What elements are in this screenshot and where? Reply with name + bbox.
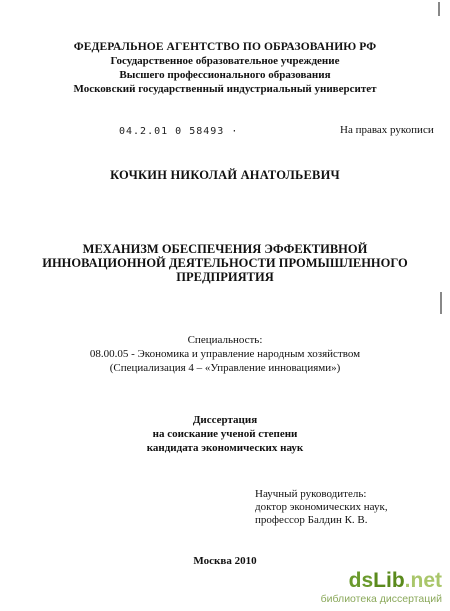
institution-type: Государственное образовательное учреждение	[110, 55, 340, 67]
dslib-logo	[321, 570, 442, 592]
title-line-2: ИННОВАЦИОННОЙ ДЕЯТЕЛЬНОСТИ ПРОМЫШЛЕННОГО	[42, 256, 408, 270]
dissertation-purpose: на соискание ученой степени	[152, 428, 298, 440]
registration-code: 04.2.01 0 58493 ·	[119, 126, 239, 137]
manuscript-rights-note: На правах рукописи	[340, 124, 434, 136]
dissertation-title	[0, 242, 450, 284]
education-level: Высшего профессионального образования	[119, 69, 331, 81]
title-line-1: МЕХАНИЗМ ОБЕСПЕЧЕНИЯ ЭФФЕКТИВНОЙ	[82, 242, 368, 256]
scan-edge-mark-top	[438, 2, 440, 16]
dissertation-type: Диссертация	[192, 414, 258, 426]
advisor-degree: доктор экономических наук,	[255, 501, 388, 513]
watermark-subtitle: библиотека диссертаций	[320, 593, 442, 605]
specialization: (Специализация 4 – «Управление инновациями»)	[109, 362, 341, 374]
dslib-watermark	[321, 570, 442, 605]
dissertation-degree-block	[0, 413, 450, 455]
advisor-label: Научный руководитель:	[255, 488, 367, 500]
title-line-3: ПРЕДПРИЯТИЯ	[176, 270, 274, 284]
logo-part-lib: Lib	[373, 569, 405, 592]
advisor-name: профессор Балдин К. В.	[255, 514, 368, 526]
logo-part-ds: ds	[348, 569, 374, 592]
specialty-code: 08.00.05 - Экономика и управление народным хозяйством	[89, 348, 361, 360]
university-name: Московский государственный индустриальный университет	[73, 83, 377, 95]
author-name: КОЧКИН НИКОЛАЙ АНАТОЛЬЕВИЧ	[110, 168, 340, 182]
city-year: Москва 2010	[193, 555, 257, 567]
agency-name: ФЕДЕРАЛЬНОЕ АГЕНТСТВО ПО ОБРАЗОВАНИЮ РФ	[73, 41, 377, 53]
specialty-label: Специальность:	[187, 334, 263, 346]
logo-part-net: .net	[404, 569, 442, 592]
advisor-block	[255, 488, 388, 527]
institution-header	[0, 40, 450, 96]
scan-edge-mark-middle	[440, 292, 442, 314]
specialty-block	[0, 333, 450, 375]
dissertation-degree: кандидата экономических наук	[146, 442, 304, 454]
